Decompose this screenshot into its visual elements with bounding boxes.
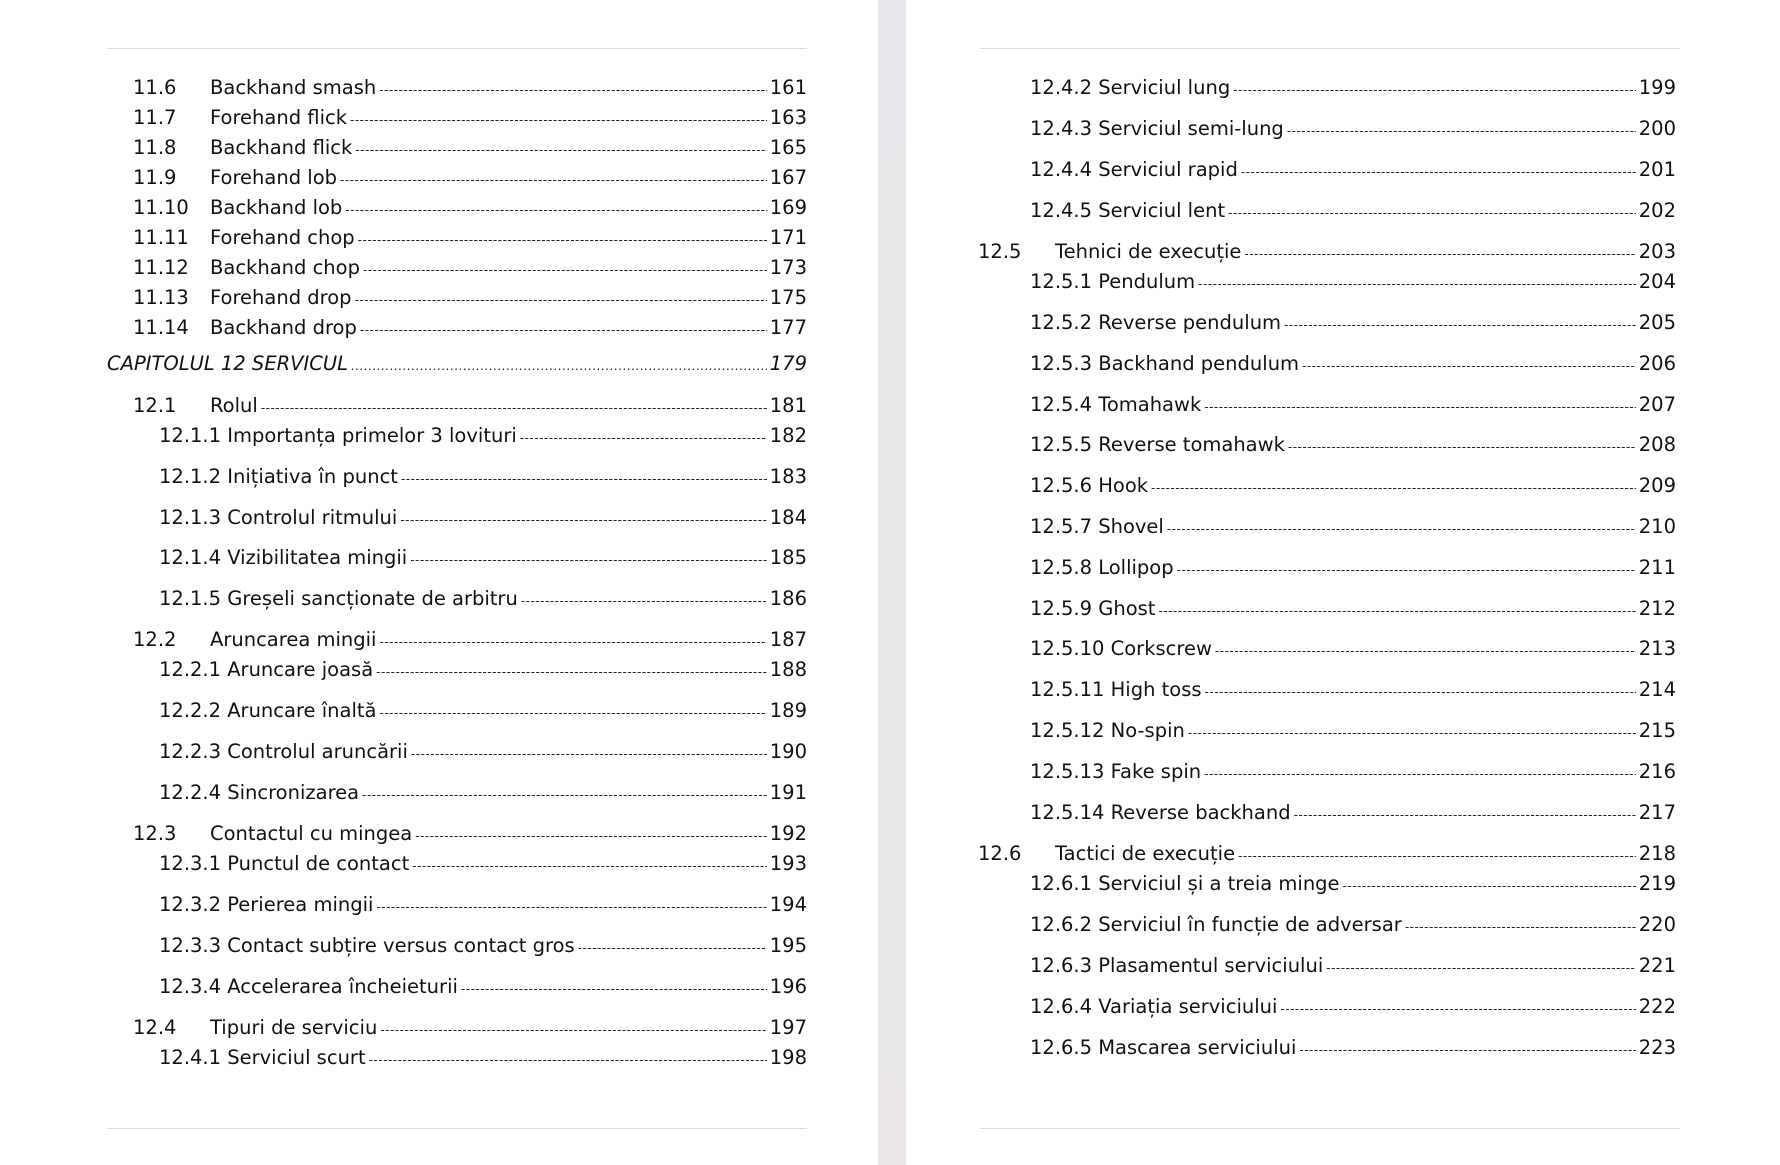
toc-page-number: 165 bbox=[769, 136, 807, 159]
toc-entry-number: 11.7 bbox=[133, 106, 177, 129]
toc-page-number: 192 bbox=[769, 822, 807, 845]
toc-leader bbox=[1215, 639, 1636, 661]
toc-leader bbox=[345, 198, 766, 220]
toc-entry[interactable] bbox=[133, 136, 807, 160]
toc-leader bbox=[1284, 313, 1636, 335]
toc-entry[interactable] bbox=[1004, 1036, 1676, 1060]
toc-entry[interactable] bbox=[133, 106, 807, 130]
toc-page-number: 203 bbox=[1638, 240, 1676, 263]
toc-leader bbox=[1343, 874, 1636, 896]
left-toc bbox=[107, 0, 807, 1165]
toc-entry-title: 12.3.2 Perierea mingii bbox=[159, 893, 374, 916]
toc-leader bbox=[1205, 680, 1636, 702]
toc-entry-title: 12.5.11 High toss bbox=[1030, 678, 1202, 701]
toc-entry-title: 12.5.12 No-spin bbox=[1030, 719, 1185, 742]
toc-entry-title: 12.6.3 Plasamentul serviciului bbox=[1030, 954, 1324, 977]
toc-leader bbox=[360, 318, 767, 340]
toc-page-number: 208 bbox=[1638, 433, 1676, 456]
toc-entry-number: 12.6 bbox=[978, 842, 1022, 865]
toc-page-number: 196 bbox=[769, 975, 807, 998]
toc-entry[interactable] bbox=[133, 394, 807, 418]
toc-entry-number: 12.5 bbox=[978, 240, 1022, 263]
toc-page-number: 187 bbox=[769, 628, 807, 651]
toc-entry[interactable] bbox=[1004, 117, 1676, 141]
toc-page-number: 183 bbox=[769, 465, 807, 488]
toc-page-number: 211 bbox=[1638, 556, 1676, 579]
toc-leader bbox=[415, 824, 767, 846]
toc-entry[interactable] bbox=[107, 352, 807, 376]
toc-entry[interactable] bbox=[1004, 719, 1676, 743]
toc-page-number: 177 bbox=[769, 316, 807, 339]
toc-leader bbox=[1238, 844, 1636, 866]
toc-entry-title: 12.6.4 Variația serviciului bbox=[1030, 995, 1278, 1018]
toc-leader bbox=[412, 854, 767, 876]
toc-page-number: 194 bbox=[769, 893, 807, 916]
toc-page-number: 217 bbox=[1638, 801, 1676, 824]
toc-leader bbox=[379, 630, 766, 652]
toc-entry-title: 12.4.5 Serviciul lent bbox=[1030, 199, 1226, 222]
toc-leader bbox=[1299, 1038, 1635, 1060]
toc-page-number: 181 bbox=[769, 394, 807, 417]
toc-entry-number: 12.2 bbox=[133, 628, 177, 651]
toc-entry[interactable] bbox=[133, 658, 807, 682]
toc-page-number: 218 bbox=[1638, 842, 1676, 865]
toc-leader bbox=[1167, 517, 1636, 539]
toc-page-number: 204 bbox=[1638, 270, 1676, 293]
toc-entry[interactable] bbox=[1004, 801, 1676, 825]
toc-page-number: 213 bbox=[1638, 637, 1676, 660]
toc-entry[interactable] bbox=[133, 852, 807, 876]
toc-leader bbox=[410, 548, 767, 570]
toc-entry[interactable] bbox=[133, 740, 807, 764]
toc-leader bbox=[521, 589, 767, 611]
toc-entry-title: 12.3.3 Contact subțire versus contact gros bbox=[159, 934, 575, 957]
toc-leader bbox=[1287, 119, 1636, 141]
toc-leader bbox=[350, 108, 767, 130]
toc-entry-number: 11.9 bbox=[133, 166, 177, 189]
toc-page-number: 173 bbox=[769, 256, 807, 279]
toc-entry-title: Forehand lob bbox=[210, 166, 338, 189]
toc-leader bbox=[376, 660, 767, 682]
toc-leader bbox=[1302, 354, 1636, 376]
toc-entry-title: 12.5.10 Corkscrew bbox=[1030, 637, 1212, 660]
toc-leader bbox=[363, 258, 767, 280]
toc-leader bbox=[1204, 762, 1636, 784]
toc-entry-title: 12.4.3 Serviciul semi-lung bbox=[1030, 117, 1284, 140]
toc-page-number: 202 bbox=[1638, 199, 1676, 222]
toc-entry-title: 12.5.3 Backhand pendulum bbox=[1030, 352, 1300, 375]
toc-entry[interactable] bbox=[133, 934, 807, 958]
toc-leader bbox=[351, 354, 767, 376]
toc-entry[interactable] bbox=[133, 975, 807, 999]
toc-page-number: 197 bbox=[769, 1016, 807, 1039]
toc-entry-number: 11.14 bbox=[133, 316, 189, 339]
toc-page-number: 169 bbox=[769, 196, 807, 219]
toc-leader bbox=[1244, 242, 1635, 264]
toc-entry-title: 12.3.1 Punctul de contact bbox=[159, 852, 410, 875]
toc-entry-number: 11.8 bbox=[133, 136, 177, 159]
toc-leader bbox=[1233, 78, 1636, 100]
toc-entry-title: 12.5.7 Shovel bbox=[1030, 515, 1164, 538]
toc-entry-title: 12.2.2 Aruncare înaltă bbox=[159, 699, 377, 722]
toc-entry-title: 12.6.5 Mascarea serviciului bbox=[1030, 1036, 1297, 1059]
toc-page-number: 216 bbox=[1638, 760, 1676, 783]
toc-leader bbox=[400, 508, 766, 530]
toc-leader bbox=[340, 168, 767, 190]
toc-leader bbox=[355, 138, 766, 160]
toc-page-number: 210 bbox=[1638, 515, 1676, 538]
toc-leader bbox=[358, 228, 767, 250]
toc-entry-title: Rolul bbox=[210, 394, 258, 417]
toc-entry[interactable] bbox=[133, 546, 807, 570]
toc-page-number: 222 bbox=[1638, 995, 1676, 1018]
toc-page-number: 191 bbox=[769, 781, 807, 804]
toc-entry[interactable] bbox=[978, 842, 1676, 866]
chapter-title: CAPITOLUL 12 SERVICUL bbox=[107, 352, 349, 375]
toc-entry-title: 12.1.1 Importanța primelor 3 lovituri bbox=[159, 424, 517, 447]
toc-entry[interactable] bbox=[133, 286, 807, 310]
toc-entry-title: Aruncarea mingii bbox=[210, 628, 377, 651]
toc-entry[interactable] bbox=[133, 226, 807, 250]
toc-page-number: 189 bbox=[769, 699, 807, 722]
toc-entry-title: 12.5.2 Reverse pendulum bbox=[1030, 311, 1282, 334]
toc-entry-title: 12.6.2 Serviciul în funcție de adversar bbox=[1030, 913, 1402, 936]
toc-entry[interactable] bbox=[1004, 474, 1676, 498]
toc-entry-title: 12.5.1 Pendulum bbox=[1030, 270, 1196, 293]
toc-entry[interactable] bbox=[133, 587, 807, 611]
toc-entry[interactable] bbox=[133, 256, 807, 280]
toc-page-number: 188 bbox=[769, 658, 807, 681]
toc-entry-title: Backhand flick bbox=[210, 136, 353, 159]
toc-entry[interactable] bbox=[1004, 678, 1676, 702]
toc-entry-title: Backhand chop bbox=[210, 256, 360, 279]
toc-entry[interactable] bbox=[133, 699, 807, 723]
toc-entry[interactable] bbox=[978, 240, 1676, 264]
right-toc bbox=[978, 0, 1676, 1165]
toc-leader bbox=[380, 1018, 766, 1040]
toc-entry[interactable] bbox=[1004, 597, 1676, 621]
toc-page-number: 205 bbox=[1638, 311, 1676, 334]
toc-leader bbox=[1198, 272, 1636, 294]
toc-leader bbox=[1405, 915, 1636, 937]
toc-entry-title: 12.2.4 Sincronizarea bbox=[159, 781, 360, 804]
toc-page-number: 214 bbox=[1638, 678, 1676, 701]
toc-entry[interactable] bbox=[133, 76, 807, 100]
toc-entry-title: 12.3.4 Accelerarea încheieturii bbox=[159, 975, 458, 998]
toc-entry-title: 12.5.6 Hook bbox=[1030, 474, 1149, 497]
toc-page-number: 212 bbox=[1638, 597, 1676, 620]
toc-entry-number: 11.6 bbox=[133, 76, 177, 99]
toc-entry-title: Contactul cu mingea bbox=[210, 822, 413, 845]
toc-entry[interactable] bbox=[133, 465, 807, 489]
toc-entry-title: 12.2.3 Controlul aruncării bbox=[159, 740, 408, 763]
toc-entry[interactable] bbox=[133, 166, 807, 190]
toc-page-number: 175 bbox=[769, 286, 807, 309]
toc-entry[interactable] bbox=[133, 628, 807, 652]
toc-entry-title: 12.4.4 Serviciul rapid bbox=[1030, 158, 1238, 181]
toc-entry-title: Forehand flick bbox=[210, 106, 347, 129]
toc-entry-number: 11.13 bbox=[133, 286, 189, 309]
toc-leader bbox=[369, 1048, 767, 1070]
toc-entry[interactable] bbox=[133, 424, 807, 448]
toc-entry[interactable] bbox=[133, 506, 807, 530]
toc-entry[interactable] bbox=[133, 1016, 807, 1040]
toc-entry-title: Forehand chop bbox=[210, 226, 355, 249]
toc-page-number: 198 bbox=[769, 1046, 807, 1069]
toc-page-number: 215 bbox=[1638, 719, 1676, 742]
toc-page-number: 220 bbox=[1638, 913, 1676, 936]
toc-entry[interactable] bbox=[1004, 995, 1676, 1019]
toc-entry-number: 11.11 bbox=[133, 226, 189, 249]
toc-entry-title: 12.5.9 Ghost bbox=[1030, 597, 1156, 620]
toc-page-number: 195 bbox=[769, 934, 807, 957]
toc-leader bbox=[401, 467, 767, 489]
toc-leader bbox=[355, 288, 767, 310]
toc-entry-title: 12.5.8 Lollipop bbox=[1030, 556, 1174, 579]
toc-entry[interactable] bbox=[1004, 954, 1676, 978]
toc-entry-title: 12.5.14 Reverse backhand bbox=[1030, 801, 1291, 824]
toc-page-number: 185 bbox=[769, 546, 807, 569]
toc-leader bbox=[1188, 721, 1636, 743]
toc-page-number: 219 bbox=[1638, 872, 1676, 895]
toc-entry-title: Backhand smash bbox=[210, 76, 377, 99]
toc-entry-title: 12.5.4 Tomahawk bbox=[1030, 393, 1202, 416]
toc-entry-title: Tactici de execuție bbox=[1055, 842, 1236, 865]
toc-entry-number: 11.12 bbox=[133, 256, 189, 279]
toc-leader bbox=[1241, 160, 1636, 182]
toc-entry[interactable] bbox=[1004, 393, 1676, 417]
bottom-rule bbox=[107, 1128, 807, 1129]
left-page bbox=[0, 0, 878, 1165]
toc-page-number: 161 bbox=[769, 76, 807, 99]
toc-entry-number: 12.1 bbox=[133, 394, 177, 417]
toc-page-number: 223 bbox=[1638, 1036, 1676, 1059]
toc-leader bbox=[1280, 997, 1635, 1019]
toc-leader bbox=[376, 895, 766, 917]
toc-entry-title: Backhand drop bbox=[210, 316, 357, 339]
toc-leader bbox=[578, 936, 767, 958]
toc-entry[interactable] bbox=[1004, 311, 1676, 335]
toc-page-number: 206 bbox=[1638, 352, 1676, 375]
toc-entry-title: 12.5.5 Reverse tomahawk bbox=[1030, 433, 1285, 456]
toc-entry-title: 12.6.1 Serviciul și a treia minge bbox=[1030, 872, 1340, 895]
toc-entry[interactable] bbox=[133, 893, 807, 917]
toc-page-number: 199 bbox=[1638, 76, 1676, 99]
toc-entry[interactable] bbox=[1004, 158, 1676, 182]
toc-entry-title: Tehnici de execuție bbox=[1055, 240, 1242, 263]
toc-entry[interactable] bbox=[133, 196, 807, 220]
toc-leader bbox=[461, 977, 767, 999]
toc-entry[interactable] bbox=[1004, 76, 1676, 100]
toc-leader bbox=[1177, 558, 1636, 580]
toc-entry[interactable] bbox=[1004, 872, 1676, 896]
toc-entry-title: 12.4.2 Serviciul lung bbox=[1030, 76, 1231, 99]
toc-entry-title: 12.4.1 Serviciul scurt bbox=[159, 1046, 366, 1069]
toc-entry-title: 12.1.2 Inițiativa în punct bbox=[159, 465, 398, 488]
toc-page-number: 186 bbox=[769, 587, 807, 610]
toc-page-number: 200 bbox=[1638, 117, 1676, 140]
toc-leader bbox=[261, 396, 767, 418]
toc-page-number: 209 bbox=[1638, 474, 1676, 497]
toc-page-number: 190 bbox=[769, 740, 807, 763]
toc-entry-title: Backhand lob bbox=[210, 196, 343, 219]
toc-entry[interactable] bbox=[1004, 637, 1676, 661]
toc-entry-title: 12.2.1 Aruncare joasă bbox=[159, 658, 374, 681]
toc-entry[interactable] bbox=[133, 1046, 807, 1070]
toc-page-number: 163 bbox=[769, 106, 807, 129]
toc-leader bbox=[362, 783, 767, 805]
toc-leader bbox=[1151, 476, 1636, 498]
toc-entry-number: 12.3 bbox=[133, 822, 177, 845]
toc-entry-title: Forehand drop bbox=[210, 286, 352, 309]
toc-leader bbox=[379, 78, 767, 100]
toc-page-number: 201 bbox=[1638, 158, 1676, 181]
toc-page-number: 171 bbox=[769, 226, 807, 249]
toc-page-number: 221 bbox=[1638, 954, 1676, 977]
toc-leader bbox=[520, 426, 767, 448]
toc-entry[interactable] bbox=[133, 316, 807, 340]
toc-entry[interactable] bbox=[133, 781, 807, 805]
toc-entry[interactable] bbox=[1004, 270, 1676, 294]
toc-entry-number: 11.10 bbox=[133, 196, 189, 219]
toc-leader bbox=[380, 701, 767, 723]
toc-entry-title: Tipuri de serviciu bbox=[210, 1016, 378, 1039]
toc-entry[interactable] bbox=[1004, 556, 1676, 580]
page-gutter bbox=[878, 0, 906, 1165]
toc-entry[interactable] bbox=[1004, 760, 1676, 784]
toc-entry[interactable] bbox=[1004, 352, 1676, 376]
toc-entry[interactable] bbox=[1004, 515, 1676, 539]
toc-leader bbox=[1158, 599, 1635, 621]
toc-leader bbox=[1326, 956, 1636, 978]
toc-entry[interactable] bbox=[1004, 433, 1676, 457]
toc-entry[interactable] bbox=[1004, 913, 1676, 937]
toc-page-number: 182 bbox=[769, 424, 807, 447]
toc-entry-title: 12.1.3 Controlul ritmului bbox=[159, 506, 398, 529]
toc-leader bbox=[1288, 435, 1636, 457]
toc-leader bbox=[1228, 201, 1636, 223]
toc-entry[interactable] bbox=[1004, 199, 1676, 223]
toc-page-number: 184 bbox=[769, 506, 807, 529]
toc-entry-number: 12.4 bbox=[133, 1016, 177, 1039]
toc-leader bbox=[411, 742, 767, 764]
toc-page-number: 207 bbox=[1638, 393, 1676, 416]
toc-entry-title: 12.1.5 Greșeli sancționate de arbitru bbox=[159, 587, 518, 610]
toc-leader bbox=[1204, 395, 1636, 417]
toc-page-number: 167 bbox=[769, 166, 807, 189]
toc-page-number: 193 bbox=[769, 852, 807, 875]
toc-entry[interactable] bbox=[133, 822, 807, 846]
toc-entry-title: 12.1.4 Vizibilitatea mingii bbox=[159, 546, 408, 569]
toc-leader bbox=[1294, 803, 1636, 825]
toc-entry-title: 12.5.13 Fake spin bbox=[1030, 760, 1202, 783]
toc-page-number: 179 bbox=[769, 352, 807, 375]
